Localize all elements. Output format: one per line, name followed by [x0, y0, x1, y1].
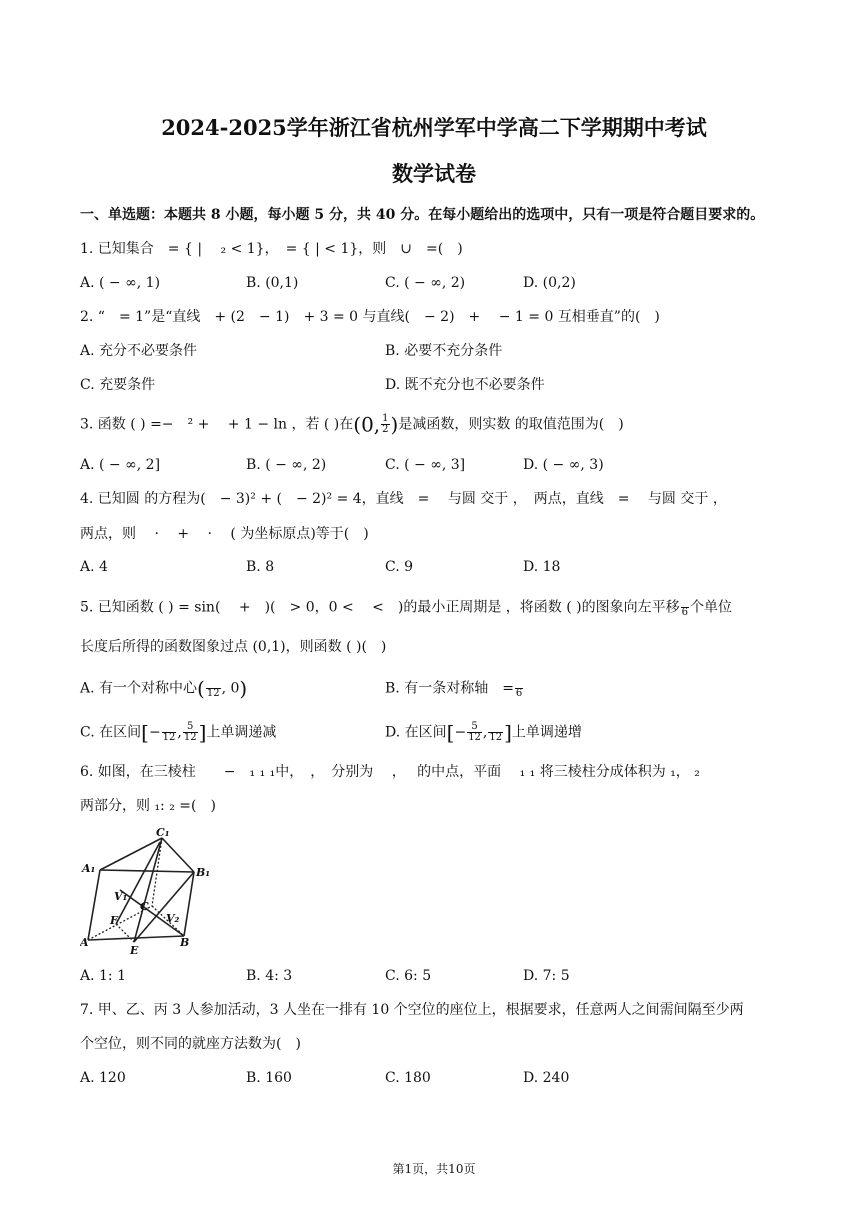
- q1-option-d: D. (0,2): [523, 275, 576, 291]
- label-a1: A₁: [82, 862, 96, 875]
- q6-option-c: C. 6: 5: [385, 968, 432, 984]
- question-5-line-2: 长度后所得的函数图象过点 (0,1)，则函数 ( )( ): [80, 639, 387, 655]
- q3-text-pre: 3. 函数 ( ) =− ² + + 1 − ln ，若 ( )在: [80, 416, 354, 433]
- q1-option-c: C. ( − ∞, 2): [385, 275, 466, 291]
- exam-title: 2024-2025学年浙江省杭州学军中学高二下学期期中考试: [161, 115, 707, 140]
- q5-option-a: A. 有一个对称中心( 12 , 0): [80, 676, 248, 701]
- q7-option-b: B. 160: [246, 1070, 292, 1086]
- label-v2: V₂: [166, 912, 180, 925]
- q4-option-a: A. 4: [80, 559, 108, 575]
- q7-option-c: C. 180: [385, 1070, 431, 1086]
- q1-option-a: A. ( − ∞, 1): [80, 275, 161, 291]
- question-7-line-1: 7. 甲、乙、丙 3 人参加活动，3 人坐在一排有 10 个空位的座位上，根据要求，任意两人之间需间隔至少两: [80, 1002, 744, 1018]
- q3-interval-left: (0,: [353, 412, 381, 437]
- q3-text-post: 是减函数，则实数 的取值范围为( ): [398, 416, 624, 433]
- q5-line1-suffix: 个单位: [689, 599, 732, 616]
- edge-a1-a: [88, 870, 100, 940]
- edge-a1-b1: [100, 870, 194, 872]
- q6-option-a: A. 1: 1: [80, 968, 126, 984]
- prism-figure: [80, 826, 220, 956]
- q3-fraction: $\frac{1}{2}$: [382, 413, 389, 435]
- q3-interval-right: ): [390, 412, 399, 437]
- section-heading: 一、单选题：本题共 8 小题，每小题 5 分，共 40 分。在每小题给出的选项中，只有一项是符合题目要求的。: [80, 207, 765, 223]
- q6-option-b: B. 4: 3: [246, 968, 293, 984]
- question-6-line-1: 6. 如图，在三棱柱 − ₁ ₁ ₁中， ， 分别为 ， 的中点，平面 ₁ ₁ 将三棱柱分成体积为 ₁， ₂: [80, 764, 700, 780]
- q7-option-a: A. 120: [80, 1070, 126, 1086]
- question-7-line-2: 个空位，则不同的就座方法数为( ): [80, 1036, 301, 1052]
- label-c1: C₁: [156, 826, 170, 839]
- q7-option-d: D. 240: [523, 1070, 570, 1086]
- q2-option-b: B. 必要不充分条件: [385, 343, 503, 359]
- exam-subtitle: 数学试卷: [392, 161, 476, 186]
- question-5-line-1: [80, 597, 732, 618]
- q4-option-b: B. 8: [246, 559, 275, 575]
- q5-option-d: D. 在区间[− $\frac{5}{12}$ , 12 ]上单调递增: [385, 720, 582, 745]
- q2-option-c: C. 充要条件: [80, 377, 156, 393]
- line-c1-f: [116, 842, 160, 924]
- label-f: F: [110, 914, 118, 927]
- q3-option-d: D. ( − ∞, 3): [523, 457, 604, 473]
- q5-option-c: C. 在区间[− 12 , $\frac{5}{12}$ ]上单调递减: [80, 720, 277, 745]
- q2-option-a: A. 充分不必要条件: [80, 343, 198, 359]
- label-v1: V₁: [114, 890, 128, 903]
- question-6-line-2: 两部分，则 ₁: ₂ =( ): [80, 798, 216, 814]
- label-b: B: [180, 936, 190, 949]
- q1-option-b: B. (0,1): [246, 275, 299, 291]
- question-3: [80, 414, 624, 435]
- question-4-line-1: 4. 已知圆 的方程为( − 3)² + ( − 2)² = 4，直线 = 与圆 交于 ， 两点，直线 = 与圆 交于 ，: [80, 491, 727, 507]
- q3-option-c: C. ( − ∞, 3]: [385, 457, 466, 473]
- q4-option-c: C. 9: [385, 559, 414, 575]
- q5-shift-fraction: 6: [681, 597, 689, 618]
- label-a: A: [80, 936, 89, 949]
- question-1: 1. 已知集合 = { | ₂ < 1}， = { | < 1}，则 ∪ =( ): [80, 241, 463, 257]
- q3-option-b: B. ( − ∞, 2): [246, 457, 327, 473]
- q3-option-a: A. ( − ∞, 2]: [80, 457, 161, 473]
- q5-line1-text: 5. 已知函数 ( ) = sin( + )( > 0，0 < < )的最小正周期是 ，将函数 ( )的图象向左平移: [80, 599, 680, 616]
- page-footer: 第1页，共10页: [392, 1162, 476, 1176]
- label-c: C: [140, 900, 149, 913]
- question-4-line-2: 两点，则 · + · ( 为坐标原点)等于( ): [80, 526, 369, 542]
- q4-option-d: D. 18: [523, 559, 561, 575]
- label-e: E: [130, 944, 139, 956]
- label-b1: B₁: [196, 866, 211, 879]
- edge-c1-b1: [162, 838, 194, 872]
- q6-option-d: D. 7: 5: [523, 968, 570, 984]
- question-2: 2. “ = 1”是“直线 + (2 − 1) + 3 = 0 与直线( − 2) + − 1 = 0 互相垂直”的( ): [80, 309, 660, 325]
- q5-option-b: B. 有一条对称轴 = 6: [385, 678, 524, 699]
- q2-option-d: D. 既不充分也不必要条件: [385, 377, 545, 393]
